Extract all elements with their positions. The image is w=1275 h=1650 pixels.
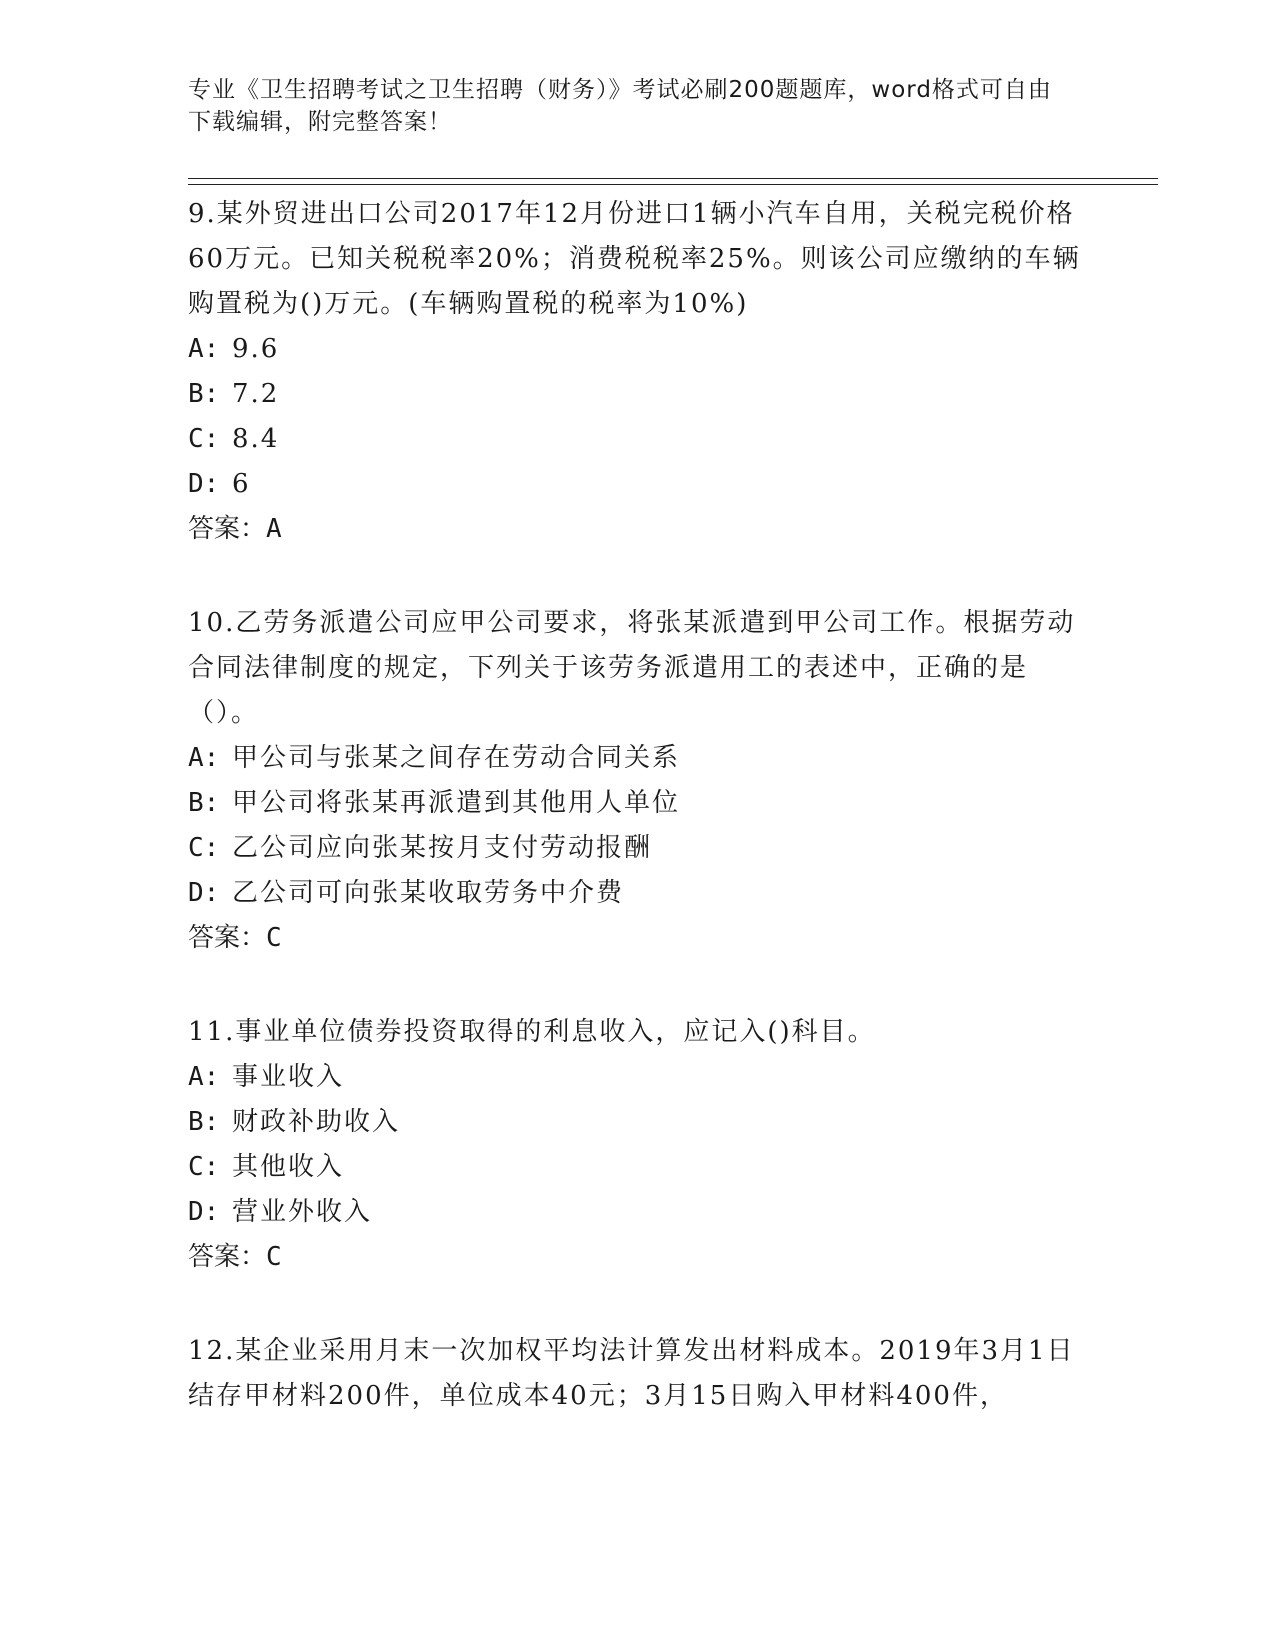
question-text: 11.事业单位债券投资取得的利息收入，应记入()科目。 [188,1017,876,1047]
answer-value: C [266,923,282,953]
question-text: 12.某企业采用月末一次加权平均法计算发出材料成本。2019年3月1日结存甲材料200件，单位成本40元；3月15日购入甲材料400件， [188,1336,1075,1411]
answer-label: 答案： [188,1242,267,1272]
option-value: 其他收入 [232,1152,345,1182]
option-key: A: [188,743,220,773]
option-a [188,736,1088,781]
option-value: 财政补助收入 [232,1107,401,1137]
header-divider-top [188,178,1158,179]
option-value: 8.4 [232,424,280,454]
question-text: 10.乙劳务派遣公司应甲公司要求，将张某派遣到甲公司工作。根据劳动合同法律制度的规定，下列关于该劳务派遣用工的表述中，正确的是（）。 [188,608,1076,728]
answer-line [188,507,1088,552]
option-c [188,417,1088,462]
option-value: 乙公司应向张某按月支付劳动报酬 [232,833,653,863]
option-value: 7.2 [232,379,280,409]
option-key: C: [188,424,220,454]
answer-line [188,1235,1088,1280]
option-b [188,1100,1088,1145]
question-item [188,1006,1088,1280]
option-value: 乙公司可向张某收取劳务中介费 [232,878,625,908]
answer-line [188,916,1088,961]
option-d [188,871,1088,916]
option-value: 甲公司与张某之间存在劳动合同关系 [232,743,681,773]
option-key: B: [188,788,220,818]
question-item [188,188,1088,552]
answer-value: A [266,514,282,544]
option-key: A: [188,1062,220,1092]
document-header: 专业《卫生招聘考试之卫生招聘（财务）》考试必刷200题题库，word格式可自由下载编辑，附完整答案！ [188,77,1052,135]
option-key: C: [188,1152,220,1182]
answer-label: 答案： [188,923,267,953]
answer-label: 答案： [188,514,267,544]
option-value: 事业收入 [232,1062,345,1092]
spacer [188,1280,1088,1325]
header-divider-bottom [188,184,1158,185]
answer-value: C [266,1242,282,1272]
option-value: 6 [232,469,251,499]
option-value: 9.6 [232,334,280,364]
option-d [188,1190,1088,1235]
option-c [188,826,1088,871]
option-key: D: [188,878,220,908]
option-b [188,781,1088,826]
option-key: A: [188,334,220,364]
option-c [188,1145,1088,1190]
option-d [188,462,1088,507]
option-key: C: [188,833,220,863]
option-a [188,327,1088,372]
option-key: D: [188,469,220,499]
option-key: B: [188,379,220,409]
option-value: 营业外收入 [232,1197,373,1227]
question-list [188,188,1088,1419]
question-item [188,1325,1088,1419]
option-b [188,372,1088,417]
spacer [188,961,1088,1006]
option-key: B: [188,1107,220,1137]
option-a [188,1055,1088,1100]
option-value: 甲公司将张某再派遣到其他用人单位 [232,788,681,818]
spacer [188,552,1088,597]
option-key: D: [188,1197,220,1227]
question-text: 9.某外贸进出口公司2017年12月份进口1辆小汽车自用，关税完税价格60万元。已知关税税率20%；消费税税率25%。则该公司应缴纳的车辆购置税为()万元。(车辆购置税的税率为10%) [188,199,1081,319]
question-item [188,597,1088,961]
